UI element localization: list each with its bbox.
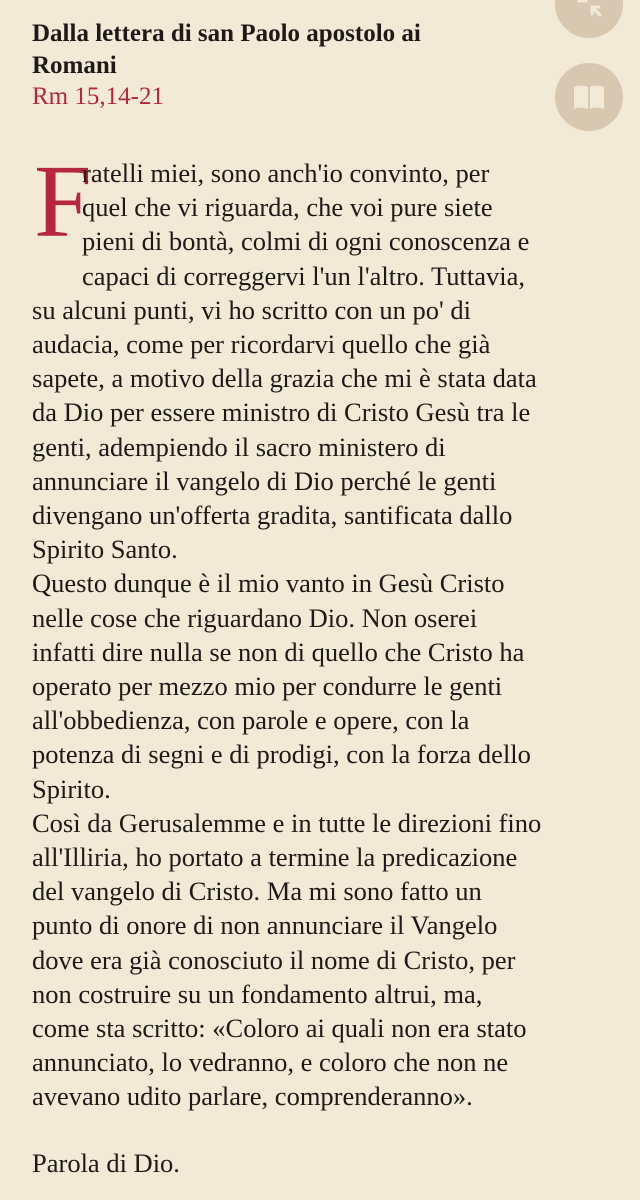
text-line: annunciato, lo vedranno, e coloro che non ne [32,1047,509,1078]
text-line: su alcuni punti, vi ho scritto con un po' di [32,294,472,325]
text-line: all'obbedienza, con parole e opere, con la [32,705,470,736]
text-line: ratelli miei, sono anch'io convinto, per [82,158,490,188]
scripture-reference: Rm 15,14-21 [32,83,164,110]
text-line: come sta scritto: «Coloro ai quali non era stato [32,1013,527,1044]
collapse-button[interactable] [555,0,623,38]
text-line: avevano udito parlare, comprenderanno». [32,1081,473,1112]
text-line: operato per mezzo mio per condurre le genti [32,671,503,702]
text-line: sapete, a motivo della grazia che mi è stata data [32,363,537,394]
book-button[interactable] [555,63,623,131]
title-line: Romani [32,52,117,79]
text-line: Così da Gerusalemme e in tutte le direzioni fino [32,807,542,838]
text-line: nelle cose che riguardano Dio. Non oserei [32,602,478,633]
text-line: all'Illiria, ho portato a termine la predicazione [32,842,518,873]
reading-title [32,18,532,82]
open-book-icon [571,82,607,112]
closing-acclamation: Parola di Dio. [32,1148,180,1178]
text-line: annunciare il vangelo di Dio perché le genti [32,465,497,496]
text-line: audacia, come per ricordarvi quello che già [32,329,491,360]
text-line: Spirito. [32,773,111,804]
reading-body [32,156,632,1114]
paragraph-1 [32,156,632,566]
text-line: da Dio per essere ministro di Cristo Gesù tra le [32,397,531,428]
text-line: Questo dunque è il mio vanto in Gesù Cristo [32,568,505,599]
paragraph-2 [32,566,632,805]
paragraph-3 [32,806,632,1114]
text-line: pieni di bontà, colmi di ogni conoscenza e [82,226,530,257]
collapse-arrows-icon [574,0,604,19]
drop-cap: F [34,144,92,259]
text-line: dove era già conosciuto il nome di Cristo, per [32,944,516,975]
reading-header [32,18,532,112]
text-line: Spirito Santo. [32,534,178,565]
text-line: potenza di segni e di prodigi, con la forza dello [32,739,531,770]
text-line: quel che vi riguarda, che voi pure siete [82,192,493,223]
text-line: divengano un'offerta gradita, santificata dallo [32,500,513,531]
text-line: punto di onore di non annunciare il Vangelo [32,910,498,941]
text-line: del vangelo di Cristo. Ma mi sono fatto un [32,876,482,907]
text-line: infatti dire nulla se non di quello che Cristo ha [32,636,525,667]
text-line: non costruire su un fondamento altrui, ma, [32,978,483,1009]
text-line: capaci di correggervi l'un l'altro. Tuttavia, [82,260,525,291]
title-line: Dalla lettera di san Paolo apostolo ai [32,20,421,47]
text-line: genti, adempiendo il sacro ministero di [32,431,446,462]
